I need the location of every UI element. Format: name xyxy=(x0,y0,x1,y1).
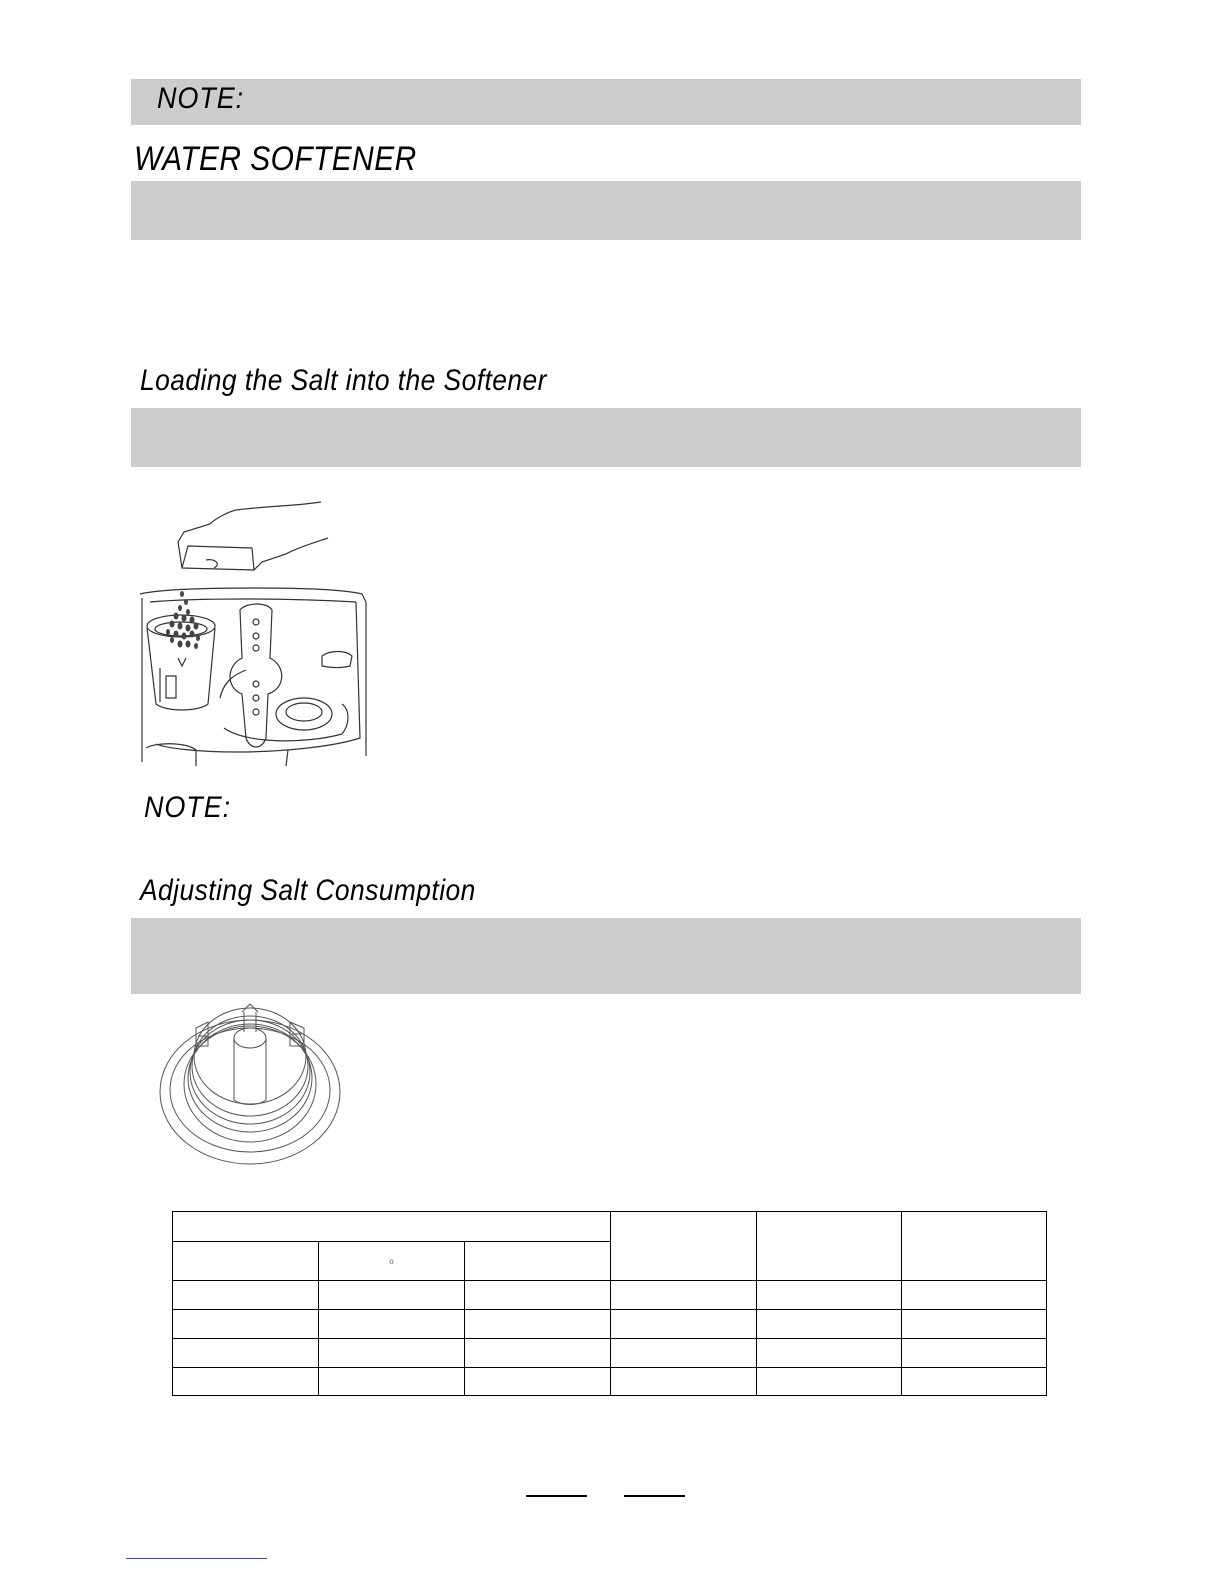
salt-dial-icon xyxy=(158,1000,344,1170)
table-row xyxy=(173,1310,1047,1339)
salt-loading-illustration xyxy=(136,498,382,766)
table-mark: o xyxy=(389,1256,394,1266)
table-header-row xyxy=(173,1212,1047,1242)
table-row xyxy=(173,1339,1047,1368)
table-header-cell xyxy=(757,1212,902,1281)
note-band-top xyxy=(131,79,1081,125)
salt-consumption-table xyxy=(172,1211,1047,1396)
table-header-cell xyxy=(173,1212,611,1242)
table-subheader-cell xyxy=(465,1242,611,1281)
water-softener-heading: WATER SOFTENER xyxy=(134,140,417,178)
footer-link-underline xyxy=(126,1558,267,1559)
note-label-mid: NOTE: xyxy=(144,791,232,824)
salt-pour-icon xyxy=(136,498,382,766)
softener-info-band xyxy=(131,181,1081,240)
table-header-cell xyxy=(902,1212,1047,1281)
loading-salt-heading: Loading the Salt into the Softener xyxy=(140,364,547,397)
table-subheader-cell xyxy=(173,1242,319,1281)
table-row xyxy=(173,1281,1047,1310)
adjusting-salt-heading: Adjusting Salt Consumption xyxy=(140,874,476,907)
footer-rule-right xyxy=(624,1495,685,1497)
table-header-cell xyxy=(611,1212,757,1281)
table-subheader-cell xyxy=(319,1242,465,1281)
adjusting-salt-band xyxy=(131,918,1081,994)
table-row xyxy=(173,1368,1047,1396)
loading-salt-band xyxy=(131,408,1081,467)
softener-cap-illustration xyxy=(158,1000,344,1170)
footer-rule-left xyxy=(526,1495,587,1497)
note-label-top: NOTE: xyxy=(157,82,245,115)
